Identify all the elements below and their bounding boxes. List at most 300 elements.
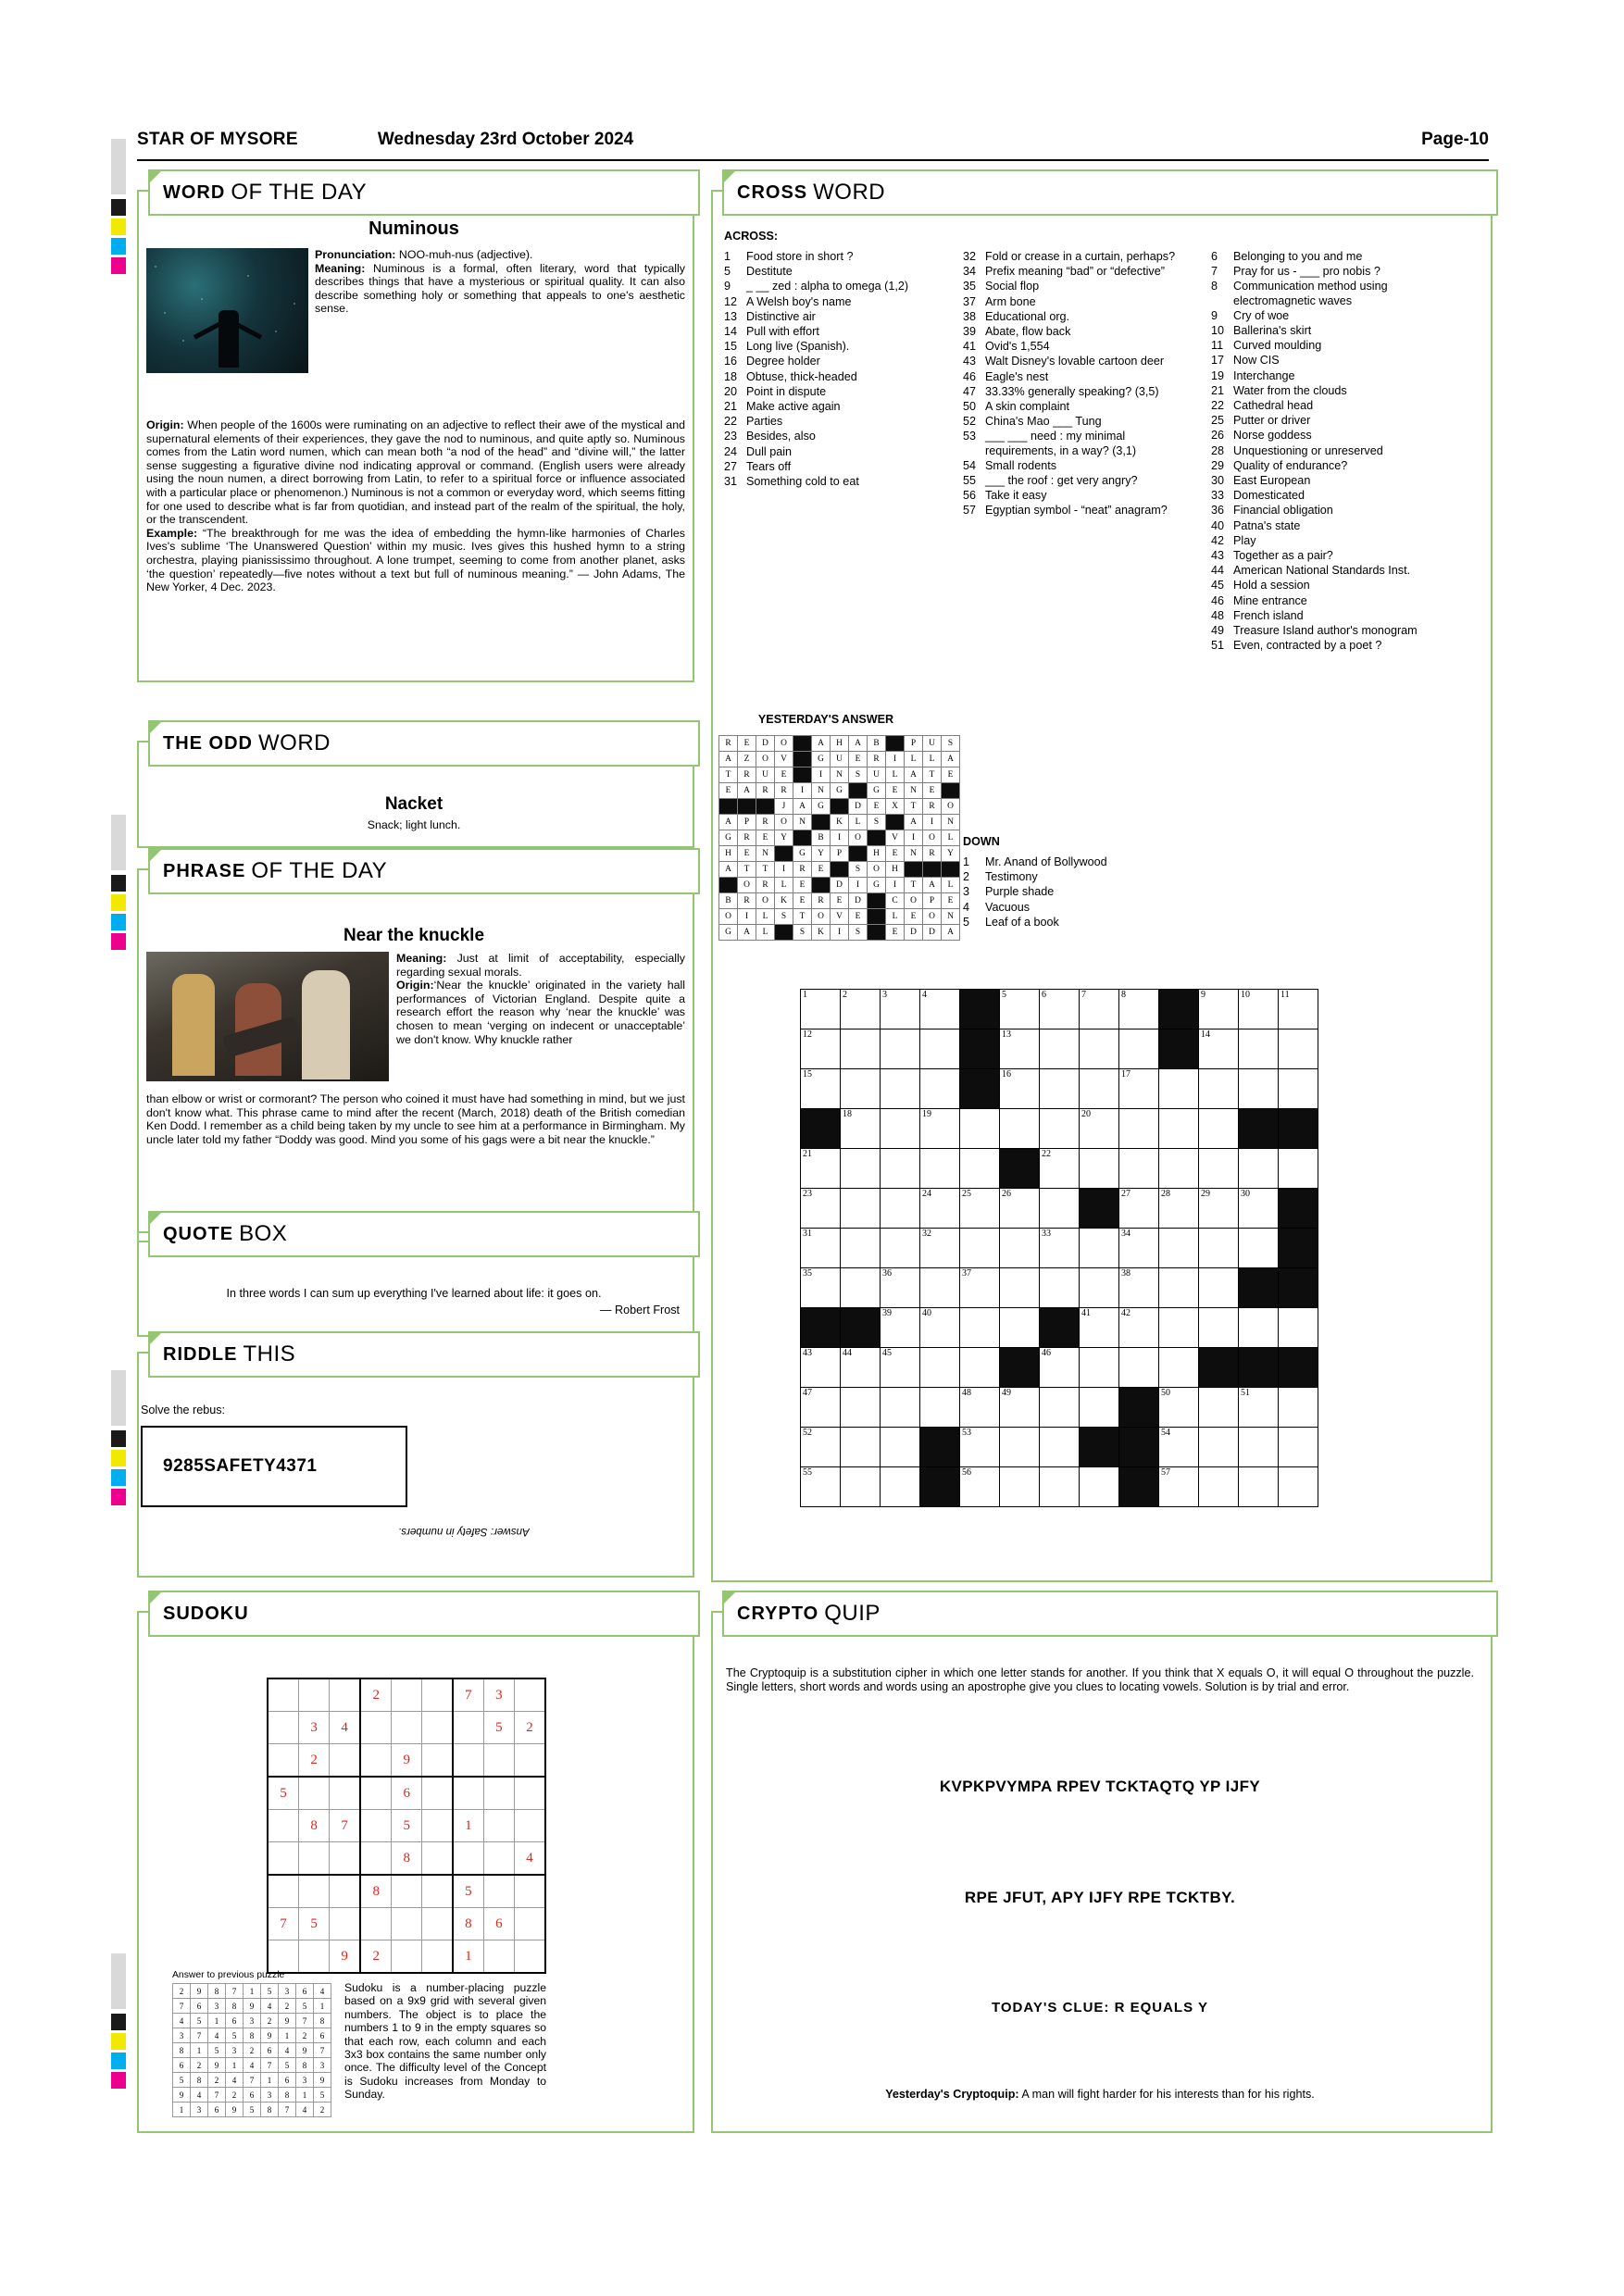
clue-text: Prefix meaning “bad” or “defective” [985, 265, 1165, 279]
sudoku-cell[interactable] [392, 1875, 422, 1908]
sudoku-cell[interactable] [422, 1908, 453, 1940]
sudoku-cell[interactable] [392, 1940, 422, 1974]
clue-item [963, 250, 1176, 264]
crossword-row [801, 1268, 1318, 1308]
crossword-cell[interactable] [881, 1268, 920, 1308]
crossword-cell[interactable] [1239, 1229, 1279, 1268]
clue-text: Unquestioning or unreserved [1233, 443, 1383, 457]
sudoku-cell[interactable] [422, 1678, 453, 1712]
crossword-cell[interactable] [841, 1029, 881, 1069]
crossword-cell[interactable] [1279, 1069, 1318, 1109]
crossword-cell[interactable] [801, 1029, 841, 1069]
answer-row [719, 767, 960, 783]
sudoku-cell[interactable]: 8 [453, 1908, 484, 1940]
crossword-cell[interactable] [1000, 1467, 1040, 1507]
crossword-cell[interactable] [1080, 1467, 1119, 1507]
crossword-cell[interactable] [1159, 1229, 1199, 1268]
sudoku-cell[interactable] [483, 1875, 514, 1908]
sudoku-answer-cell: 3 [244, 2014, 261, 2028]
answer-cell: B [868, 736, 886, 752]
crossword-cell[interactable] [881, 1467, 920, 1507]
crossword-cell[interactable] [881, 1428, 920, 1467]
sudoku-cell[interactable]: 7 [453, 1678, 484, 1712]
answer-cell: H [886, 862, 905, 878]
sudoku-cell[interactable]: 9 [330, 1940, 361, 1974]
sudoku-cell[interactable] [360, 1908, 392, 1940]
sudoku-cell[interactable] [330, 1777, 361, 1810]
crossword-cell[interactable] [801, 1348, 841, 1388]
crossword-cell[interactable] [1239, 1189, 1279, 1229]
crossword-cell[interactable] [1040, 1029, 1080, 1069]
crossword-cell[interactable] [1080, 1268, 1119, 1308]
sudoku-cell[interactable] [514, 1908, 545, 1940]
crossword-cell[interactable] [1279, 1467, 1318, 1507]
crossword-cell[interactable] [920, 1348, 960, 1388]
sudoku-answer-cell: 8 [261, 2103, 279, 2117]
crossword-cell[interactable] [960, 1467, 1000, 1507]
sudoku-cell[interactable] [268, 1842, 299, 1876]
crossword-cell[interactable] [1000, 1428, 1040, 1467]
answer-cell: I [849, 878, 868, 893]
crossword-cell[interactable] [920, 1229, 960, 1268]
crossword-cell[interactable] [1239, 1149, 1279, 1189]
crossword-cell[interactable] [881, 1149, 920, 1189]
crossword-cell[interactable] [1159, 1109, 1199, 1149]
crossword-cell[interactable] [1159, 1149, 1199, 1189]
crossword-cell[interactable] [1199, 1189, 1239, 1229]
sudoku-cell[interactable]: 1 [453, 1810, 484, 1842]
crossword-cell[interactable] [881, 990, 920, 1029]
crossword-cell[interactable] [801, 1069, 841, 1109]
sudoku-cell[interactable]: 8 [299, 1810, 330, 1842]
crossword-cell[interactable] [841, 1348, 881, 1388]
crossword-cell[interactable] [801, 1229, 841, 1268]
crossword-cell[interactable] [1199, 1229, 1239, 1268]
crossword-row [801, 1467, 1318, 1507]
sudoku-answer-cell: 1 [279, 2028, 296, 2043]
crossword-cell[interactable] [920, 1189, 960, 1229]
crossword-cell[interactable] [1080, 1388, 1119, 1428]
crossword-cell[interactable] [1159, 1268, 1199, 1308]
crossword-cell[interactable] [1000, 1029, 1040, 1069]
crossword-cell[interactable] [841, 1428, 881, 1467]
sudoku-cell[interactable] [268, 1810, 299, 1842]
sudoku-cell[interactable]: 7 [330, 1810, 361, 1842]
crossword-cell[interactable] [1119, 1308, 1159, 1348]
clue-item [963, 430, 1176, 457]
sudoku-answer-row [173, 2073, 331, 2088]
clue-number: 55 [963, 474, 977, 488]
crossword-cell-number: 55 [803, 1467, 812, 1478]
crossword-block [1000, 1149, 1040, 1189]
sudoku-cell[interactable] [422, 1842, 453, 1876]
sudoku-cell[interactable]: 2 [514, 1712, 545, 1744]
sudoku-cell[interactable]: 6 [483, 1908, 514, 1940]
clue-item [963, 870, 1176, 884]
crossword-cell[interactable] [1040, 1109, 1080, 1149]
crossword-cell[interactable] [1040, 1229, 1080, 1268]
crossword-cell[interactable] [841, 990, 881, 1029]
sudoku-cell[interactable] [422, 1810, 453, 1842]
crossword-cell[interactable] [960, 1149, 1000, 1189]
clue-number: 13 [724, 309, 738, 323]
crossword-cell[interactable] [920, 990, 960, 1029]
crossword-cell[interactable] [960, 1109, 1000, 1149]
answer-row [719, 909, 960, 925]
sudoku-cell[interactable] [514, 1875, 545, 1908]
crossword-cell[interactable] [1239, 1428, 1279, 1467]
crossword-cell-number: 4 [922, 990, 927, 1000]
sudoku-cell[interactable] [453, 1842, 484, 1876]
crossword-cell[interactable] [960, 1229, 1000, 1268]
crossword-cell[interactable] [1239, 1308, 1279, 1348]
sudoku-cell[interactable] [330, 1875, 361, 1908]
crossword-cell[interactable] [841, 1467, 881, 1507]
crossword-cell[interactable] [841, 1229, 881, 1268]
answer-cell: E [849, 752, 868, 767]
crossword-cell[interactable] [1119, 1348, 1159, 1388]
clue-text: Walt Disney's lovable cartoon deer [985, 355, 1165, 368]
crossword-cell[interactable] [801, 1388, 841, 1428]
crossword-cell[interactable] [960, 1308, 1000, 1348]
crossword-cell[interactable] [841, 1149, 881, 1189]
crossword-cell[interactable] [1119, 1268, 1159, 1308]
sudoku-cell[interactable] [299, 1678, 330, 1712]
clue-text: Vacuous [985, 900, 1031, 914]
registration-bar [111, 1370, 126, 1426]
crossword-cell[interactable] [1000, 1388, 1040, 1428]
crossword-cell[interactable] [1040, 1149, 1080, 1189]
crossword-cell[interactable] [960, 1388, 1000, 1428]
crossword-cell[interactable] [1239, 1029, 1279, 1069]
sudoku-cell[interactable] [514, 1777, 545, 1810]
crossword-cell[interactable] [881, 1029, 920, 1069]
sudoku-cell[interactable] [422, 1777, 453, 1810]
crossword-cell[interactable] [881, 1348, 920, 1388]
crossword-cell[interactable] [920, 1149, 960, 1189]
answer-cell: B [812, 830, 831, 846]
crossword-cell[interactable] [1080, 1149, 1119, 1189]
crossword-cell[interactable] [1199, 1069, 1239, 1109]
crossword-cell[interactable] [920, 1029, 960, 1069]
crossword-cell[interactable] [1159, 1069, 1199, 1109]
sudoku-answer-cell: 1 [244, 1984, 261, 1999]
sudoku-cell[interactable]: 2 [360, 1940, 392, 1974]
crossword-cell[interactable] [1000, 1189, 1040, 1229]
clue-item [724, 265, 918, 279]
crossword-cell[interactable] [1199, 1467, 1239, 1507]
sudoku-cell[interactable]: 4 [330, 1712, 361, 1744]
sudoku-cell[interactable] [268, 1744, 299, 1778]
sudoku-cell[interactable] [483, 1810, 514, 1842]
crossword-cell[interactable] [960, 1189, 1000, 1229]
registration-bar [111, 1469, 126, 1486]
clue-item [963, 489, 1176, 503]
sudoku-answer-cell: 4 [226, 2073, 244, 2088]
clue-item [1211, 489, 1470, 503]
crossword-grid[interactable] [800, 989, 1318, 1507]
answer-cell: E [831, 893, 849, 909]
crossword-cell[interactable] [1199, 990, 1239, 1029]
crossword-cell[interactable] [1119, 1109, 1159, 1149]
crossword-cell[interactable] [801, 1268, 841, 1308]
crossword-cell[interactable] [1119, 1229, 1159, 1268]
sudoku-cell[interactable] [360, 1777, 392, 1810]
sudoku-answer-cell: 6 [314, 2028, 331, 2043]
crossword-cell[interactable] [1040, 990, 1080, 1029]
crossword-cell[interactable] [1199, 1268, 1239, 1308]
sudoku-cell[interactable] [514, 1940, 545, 1974]
sudoku-cell[interactable]: 8 [392, 1842, 422, 1876]
answer-cell: E [738, 736, 756, 752]
sudoku-cell[interactable] [299, 1940, 330, 1974]
crossword-cell[interactable] [1279, 1428, 1318, 1467]
crossword-cell[interactable] [801, 990, 841, 1029]
sudoku-cell[interactable] [392, 1712, 422, 1744]
crossword-cell[interactable] [1239, 1467, 1279, 1507]
sudoku-cell[interactable] [299, 1777, 330, 1810]
sudoku-cell[interactable] [514, 1678, 545, 1712]
sudoku-cell[interactable] [392, 1908, 422, 1940]
sudoku-cell[interactable] [514, 1810, 545, 1842]
title-light: OF THE DAY [231, 180, 368, 205]
answer-cell [942, 862, 960, 878]
sudoku-cell[interactable]: 6 [392, 1777, 422, 1810]
sudoku-cell[interactable] [360, 1810, 392, 1842]
crossword-cell[interactable] [1239, 1069, 1279, 1109]
sudoku-cell[interactable] [422, 1875, 453, 1908]
sudoku-cell[interactable]: 1 [453, 1940, 484, 1974]
sudoku-cell[interactable] [453, 1712, 484, 1744]
crossword-cell[interactable] [1199, 1308, 1239, 1348]
sudoku-cell[interactable]: 5 [483, 1712, 514, 1744]
crossword-cell-number: 34 [1121, 1229, 1131, 1239]
crossword-cell[interactable] [960, 1348, 1000, 1388]
crossword-cell[interactable] [1119, 1029, 1159, 1069]
crossword-cell[interactable] [920, 1109, 960, 1149]
answer-cell [775, 846, 793, 862]
answer-cell: O [756, 752, 775, 767]
crossword-cell[interactable] [801, 1149, 841, 1189]
clue-text: Testimony [985, 870, 1038, 884]
crossword-cell[interactable] [1239, 990, 1279, 1029]
sudoku-answer-row [173, 2088, 331, 2103]
example-label: Example: [146, 526, 198, 540]
crossword-cell[interactable] [1080, 1348, 1119, 1388]
crossword-cell[interactable] [1199, 1109, 1239, 1149]
crossword-cell[interactable] [960, 1428, 1000, 1467]
sudoku-cell[interactable] [483, 1777, 514, 1810]
sudoku-cell[interactable] [268, 1940, 299, 1974]
crossword-cell[interactable] [1080, 1308, 1119, 1348]
crossword-cell[interactable] [1000, 1229, 1040, 1268]
crossword-cell[interactable] [1080, 990, 1119, 1029]
crossword-cell[interactable] [1000, 1308, 1040, 1348]
answer-cell: R [793, 862, 812, 878]
sudoku-cell[interactable] [330, 1744, 361, 1778]
crossword-cell[interactable] [1000, 1069, 1040, 1109]
sudoku-cell[interactable] [268, 1712, 299, 1744]
sudoku-cell[interactable] [360, 1712, 392, 1744]
crossword-cell[interactable] [1199, 1149, 1239, 1189]
crossword-cell-number: 18 [843, 1109, 852, 1119]
crossword-cell[interactable] [1000, 1268, 1040, 1308]
crossword-cell[interactable] [920, 1388, 960, 1428]
crossword-cell[interactable] [920, 1268, 960, 1308]
answer-cell: S [849, 925, 868, 941]
sudoku-cell[interactable]: 5 [268, 1777, 299, 1810]
answer-cell: T [905, 799, 923, 815]
crossword-cell[interactable] [920, 1069, 960, 1109]
answer-cell [719, 799, 738, 815]
sudoku-cell[interactable] [330, 1908, 361, 1940]
sudoku-cell[interactable] [299, 1842, 330, 1876]
corner-flag-icon [148, 848, 163, 863]
sudoku-cell[interactable] [483, 1940, 514, 1974]
corner-flag-icon [148, 1331, 163, 1346]
crossword-cell[interactable] [1040, 1348, 1080, 1388]
crossword-cell[interactable] [881, 1109, 920, 1149]
crossword-cell[interactable] [1119, 1189, 1159, 1229]
phrase-title [148, 848, 700, 894]
sudoku-cell[interactable] [330, 1678, 361, 1712]
sudoku-answer-cell: 4 [208, 2028, 226, 2043]
answer-cell: N [756, 846, 775, 862]
crossword-cell-number: 23 [803, 1189, 812, 1199]
crossword-cell[interactable] [1199, 1388, 1239, 1428]
crossword-cell[interactable] [1159, 1348, 1199, 1388]
sudoku-cell[interactable]: 4 [514, 1842, 545, 1876]
crossword-cell[interactable] [1279, 1388, 1318, 1428]
sudoku-cell[interactable]: 5 [392, 1810, 422, 1842]
sudoku-cell[interactable] [268, 1678, 299, 1712]
sudoku-cell[interactable] [392, 1678, 422, 1712]
crossword-cell[interactable] [1239, 1388, 1279, 1428]
sudoku-grid[interactable] [267, 1678, 546, 1964]
clue-number: 21 [1211, 383, 1225, 397]
clue-number: 14 [724, 325, 738, 339]
crossword-cell[interactable] [841, 1268, 881, 1308]
crossword-cell[interactable] [1080, 1109, 1119, 1149]
crossword-cell[interactable] [1040, 1467, 1080, 1507]
crossword-cell[interactable] [841, 1189, 881, 1229]
crossword-cell[interactable] [920, 1308, 960, 1348]
crossword-cell[interactable] [960, 1268, 1000, 1308]
crossword-cell[interactable] [1119, 990, 1159, 1029]
sudoku-cell[interactable] [422, 1712, 453, 1744]
clue-item [1211, 399, 1470, 413]
sudoku-answer-cell: 9 [314, 2073, 331, 2088]
crossword-cell[interactable] [841, 1069, 881, 1109]
sudoku-cell[interactable] [360, 1744, 392, 1778]
crossword-cell[interactable] [881, 1388, 920, 1428]
crossword-cell[interactable] [801, 1428, 841, 1467]
sudoku-cell[interactable] [514, 1744, 545, 1778]
clue-text: _ __ zed : alpha to omega (1,2) [746, 280, 909, 293]
crossword-block [960, 1029, 1000, 1069]
crossword-cell[interactable] [1040, 1069, 1080, 1109]
sudoku-cell[interactable] [483, 1744, 514, 1778]
sudoku-cell[interactable] [268, 1875, 299, 1908]
crossword-cell[interactable] [881, 1229, 920, 1268]
crossword-cell[interactable] [801, 1467, 841, 1507]
sudoku-cell[interactable]: 3 [299, 1712, 330, 1744]
sudoku-cell[interactable]: 2 [299, 1744, 330, 1778]
sudoku-cell[interactable] [453, 1744, 484, 1778]
crossword-cell[interactable] [1040, 1428, 1080, 1467]
clue-number: 18 [724, 369, 738, 383]
sudoku-cell[interactable] [453, 1777, 484, 1810]
registration-bar [111, 1450, 126, 1466]
clue-item [1211, 474, 1470, 488]
crossword-cell[interactable] [841, 1109, 881, 1149]
crossword-cell[interactable] [841, 1388, 881, 1428]
sudoku-cell[interactable] [483, 1842, 514, 1876]
crossword-cell[interactable] [1040, 1268, 1080, 1308]
crossword-cell[interactable] [1159, 1388, 1199, 1428]
crossword-cell-number: 20 [1081, 1109, 1091, 1119]
sudoku-cell[interactable] [299, 1875, 330, 1908]
crossword-cell[interactable] [1279, 1308, 1318, 1348]
sudoku-answer-cell: 4 [261, 1999, 279, 2014]
crossword-cell[interactable] [1040, 1189, 1080, 1229]
crossword-cell[interactable] [1159, 1428, 1199, 1467]
sudoku-cell[interactable] [422, 1744, 453, 1778]
answer-cell: X [886, 799, 905, 815]
crossword-cell[interactable] [1159, 1467, 1199, 1507]
sudoku-answer-cell: 8 [314, 2014, 331, 2028]
crossword-cell[interactable] [1279, 1029, 1318, 1069]
crossword-cell[interactable] [1040, 1388, 1080, 1428]
crossword-cell[interactable] [1279, 1149, 1318, 1189]
answer-cell: L [942, 830, 960, 846]
crossword-cell[interactable] [801, 1189, 841, 1229]
crossword-cell[interactable] [1199, 1428, 1239, 1467]
crossword-cell[interactable] [881, 1308, 920, 1348]
crossword-cell[interactable] [1159, 1189, 1199, 1229]
sudoku-cell[interactable]: 2 [360, 1678, 392, 1712]
sudoku-cell[interactable]: 5 [299, 1908, 330, 1940]
sudoku-cell[interactable]: 3 [483, 1678, 514, 1712]
sudoku-cell[interactable]: 8 [360, 1875, 392, 1908]
crossword-cell[interactable] [1000, 990, 1040, 1029]
sudoku-answer-cell: 3 [279, 1984, 296, 1999]
sudoku-answer-cell: 6 [208, 2103, 226, 2117]
crossword-cell[interactable] [1159, 1308, 1199, 1348]
sudoku-cell[interactable] [330, 1842, 361, 1876]
crossword-cell[interactable] [1080, 1029, 1119, 1069]
sudoku-cell[interactable]: 9 [392, 1744, 422, 1778]
crossword-cell[interactable] [881, 1189, 920, 1229]
crossword-cell[interactable] [1119, 1069, 1159, 1109]
crossword-cell[interactable] [1080, 1069, 1119, 1109]
sudoku-cell[interactable] [360, 1842, 392, 1876]
crossword-cell[interactable] [1080, 1229, 1119, 1268]
sudoku-cell[interactable]: 7 [268, 1908, 299, 1940]
crossword-cell[interactable] [1119, 1149, 1159, 1189]
crossword-cell[interactable] [1279, 990, 1318, 1029]
sudoku-cell[interactable]: 5 [453, 1875, 484, 1908]
answer-cell [831, 799, 849, 815]
title-bold: PHRASE [163, 860, 246, 881]
clue-item [963, 355, 1176, 368]
sudoku-answer-cell: 5 [296, 1999, 314, 2014]
crossword-cell[interactable] [1199, 1029, 1239, 1069]
sudoku-cell[interactable] [422, 1940, 453, 1974]
crossword-cell[interactable] [1000, 1109, 1040, 1149]
crossword-cell[interactable] [881, 1069, 920, 1109]
clue-text: 33.33% generally speaking? (3,5) [985, 384, 1159, 398]
